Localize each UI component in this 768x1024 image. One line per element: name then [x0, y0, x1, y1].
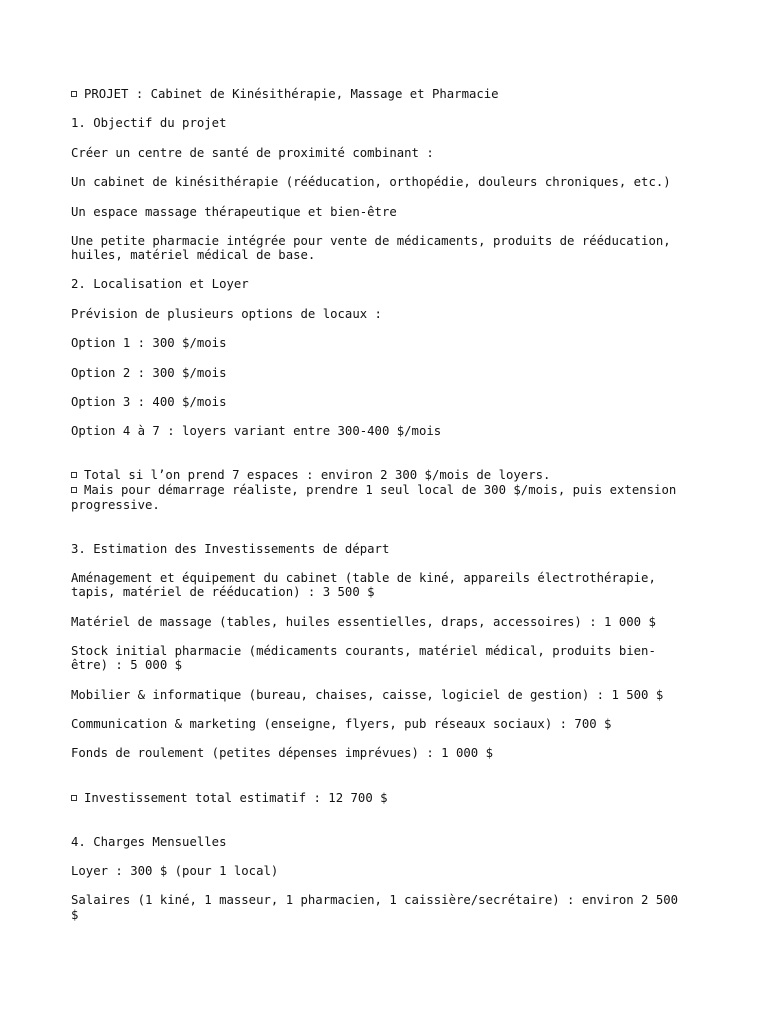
section-heading-objectif: 1. Objectif du projet [71, 116, 227, 130]
paragraph: Communication & marketing (enseigne, flyers, pub réseaux sociaux) : 700 $ [71, 717, 612, 731]
paragraph-continuation: être) : 5 000 $ [71, 658, 183, 672]
paragraph: Loyer : 300 $ (pour 1 local) [71, 864, 279, 878]
paragraph: Matériel de massage (tables, huiles essentielles, draps, accessoires) : 1 000 $ [71, 615, 656, 629]
paragraph: Salaires (1 kiné, 1 masseur, 1 pharmacien, 1 caissière/secrétaire) : environ 2 500 [71, 893, 679, 907]
section-heading-investissements: 3. Estimation des Investissements de départ [71, 542, 390, 556]
option-line: Option 2 : 300 $/mois [71, 366, 227, 380]
bullet-icon [71, 795, 77, 801]
option-line: Option 3 : 400 $/mois [71, 395, 227, 409]
bullet-icon [71, 91, 77, 97]
total-line: Investissement total estimatif : 12 700 $ [71, 791, 388, 806]
paragraph: Aménagement et équipement du cabinet (table de kiné, appareils électrothérapie, [71, 571, 656, 585]
paragraph: Prévision de plusieurs options de locaux : [71, 307, 382, 321]
paragraph-continuation: tapis, matériel de rééducation) : 3 500 $ [71, 585, 375, 599]
paragraph: Un espace massage thérapeutique et bien-être [71, 205, 397, 219]
option-line: Option 4 à 7 : loyers variant entre 300-400 $/mois [71, 424, 442, 438]
note-line: Total si l’on prend 7 espaces : environ 2 300 $/mois de loyers. [71, 468, 550, 483]
paragraph: Mobilier & informatique (bureau, chaises, caisse, logiciel de gestion) : 1 500 $ [71, 688, 664, 702]
note-line: Mais pour démarrage réaliste, prendre 1 seul local de 300 $/mois, puis extension [71, 483, 676, 498]
bullet-icon [71, 472, 77, 478]
document-title: PROJET : Cabinet de Kinésithérapie, Massage et Pharmacie [71, 87, 499, 102]
section-heading-localisation: 2. Localisation et Loyer [71, 277, 249, 291]
section-heading-charges: 4. Charges Mensuelles [71, 835, 227, 849]
bullet-icon [71, 487, 77, 493]
paragraph: Stock initial pharmacie (médicaments courants, matériel médical, produits bien- [71, 644, 656, 658]
note-line-continuation: progressive. [71, 498, 160, 512]
paragraph: Créer un centre de santé de proximité combinant : [71, 146, 434, 160]
paragraph-continuation: $ [71, 908, 79, 922]
paragraph: Une petite pharmacie intégrée pour vente de médicaments, produits de rééducation, [71, 234, 671, 248]
option-line: Option 1 : 300 $/mois [71, 336, 227, 350]
paragraph: Fonds de roulement (petites dépenses imprévues) : 1 000 $ [71, 746, 493, 760]
paragraph: Un cabinet de kinésithérapie (rééducation, orthopédie, douleurs chroniques, etc.) [71, 175, 671, 189]
paragraph-continuation: huiles, matériel médical de base. [71, 248, 316, 262]
